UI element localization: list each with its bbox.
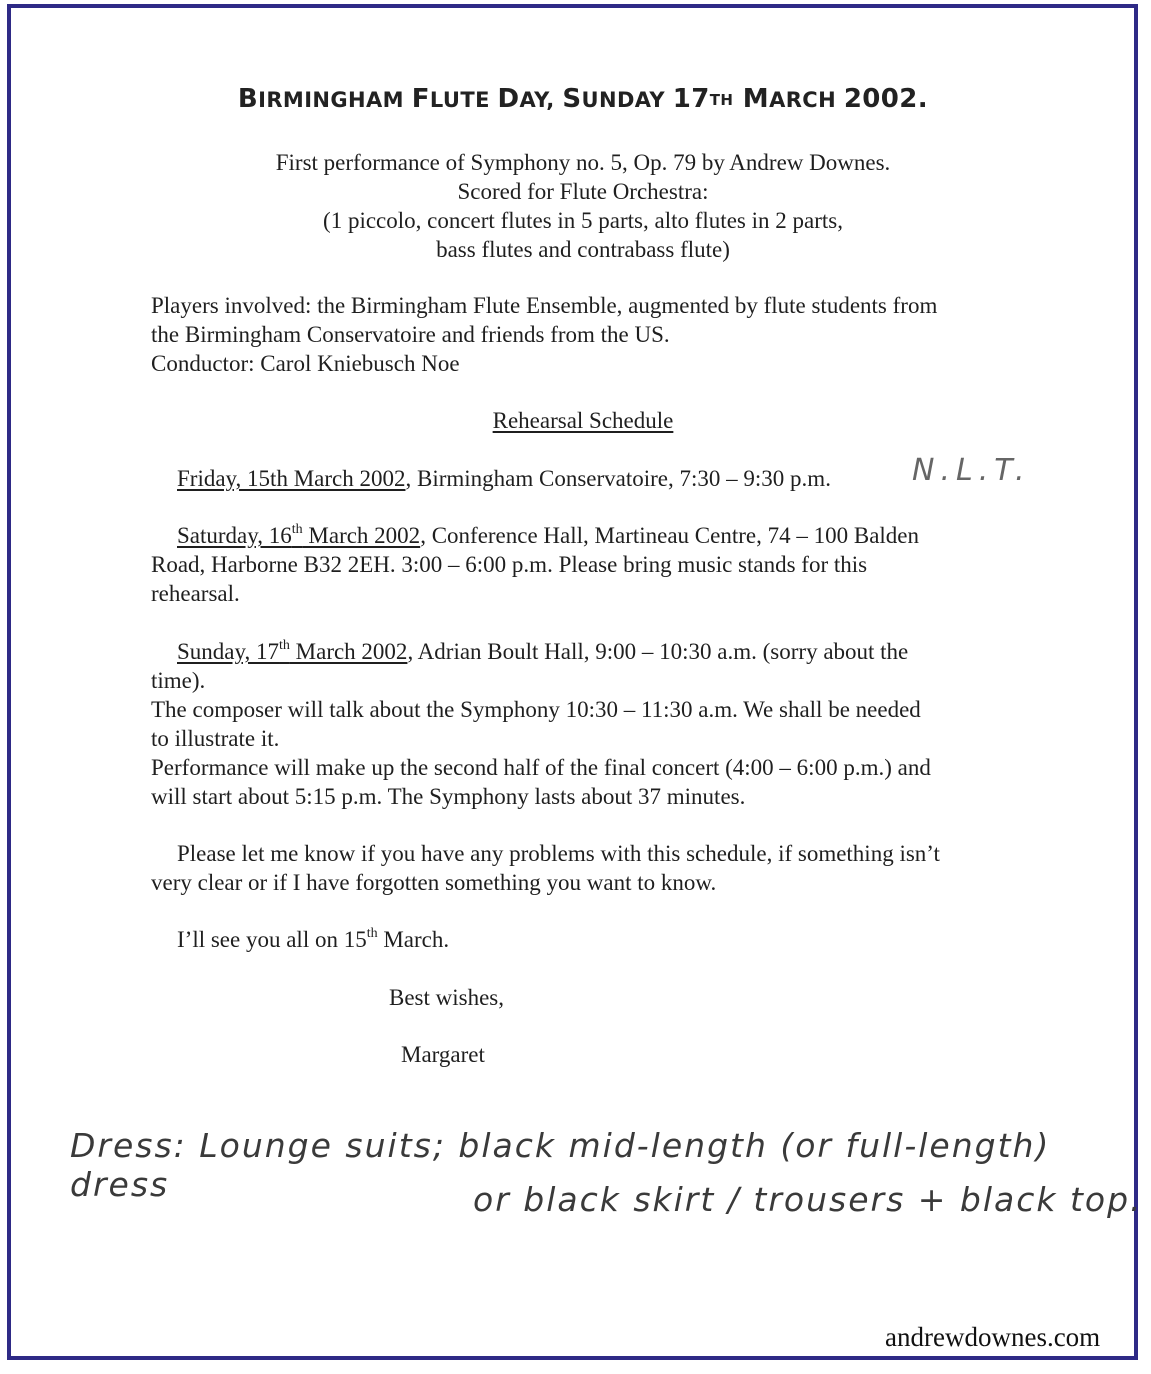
friday-detail: , Birmingham Conservatoire, 7:30 – 9:30 p.m. [405,466,831,491]
title-part: 2002. [843,84,929,114]
sunday-date-sup: th [279,638,290,654]
closing-paragraph [151,839,940,897]
saturday-date-part: Saturday, 16 [177,523,292,548]
saturday-line: Road, Harborne B32 2EH. 3:00 – 6:00 p.m. Please bring music stands for this [151,552,868,577]
conductor-line: Conductor: Carol Kniebusch Noe [151,351,460,376]
players-line: the Birmingham Conservatoire and friends from the US. [151,322,670,347]
closing-line: Please let me know if you have any problems with this schedule, if something isn’t [177,841,940,866]
intro-line: bass flutes and contrabass flute) [436,237,730,262]
saturday-date [177,523,420,548]
players-block [151,291,937,378]
intro-block [0,148,1151,264]
saturday-detail: , Conference Hall, Martineau Centre, 74 – 100 Balden [420,523,919,548]
intro-line: First performance of Symphony no. 5, Op. 79 by Andrew Downes. [275,150,891,175]
best-wishes: Best wishes, [389,985,504,1010]
title-part: B [237,84,259,114]
sunday-line: time). [151,668,206,693]
saturday-date-part: March 2002 [302,523,421,548]
title-part: S [562,84,582,114]
sunday-entry [151,637,931,811]
saturday-entry [151,521,919,608]
footer-website: andrewdownes.com [885,1322,1101,1352]
title-part: AY, [519,88,563,112]
intro-line: (1 piccolo, concert flutes in 5 parts, alto flutes in 2 parts, [323,208,843,233]
players-line: Players involved: the Birmingham Flute Ensemble, augmented by flute students from [151,293,938,318]
sunday-date-part: Sunday, 17 [177,639,280,664]
title-part: D [497,84,520,114]
friday-entry [177,464,831,493]
saturday-date-sup: th [291,522,303,538]
see-you-part: March. [377,927,450,952]
sunday-line: The composer will talk about the Symphony 10:30 – 11:30 a.m. We shall be needed [151,697,921,722]
handwritten-note: N.L.T. [912,453,1031,488]
sunday-detail: , Adrian Boult Hall, 9:00 – 10:30 a.m. (sorry about the [407,639,909,664]
schedule-heading [0,406,1151,435]
sunday-date [177,639,407,664]
title-part: F [411,84,430,114]
schedule-heading-text: Rehearsal Schedule [492,408,674,433]
handwritten-dress-line: Dress: Lounge suits; black mid-length (or full-length) dress [70,1126,1051,1204]
title-part: IRMINGHAM [258,88,412,112]
title-part: LUTE [429,88,498,112]
saturday-line: rehearsal. [151,581,240,606]
see-you-line [177,925,449,954]
title-part: TH [709,91,734,109]
sunday-line: will start about 5:15 p.m. The Symphony lasts about 37 minutes. [151,784,746,809]
closing-line: very clear or if I have forgotten something you want to know. [151,870,717,895]
title-part: ARCH [769,88,844,112]
intro-line: Scored for Flute Orchestra: [457,179,709,204]
see-you-part: I’ll see you all on 15 [177,927,367,952]
signature-name: Margaret [401,1042,485,1067]
title-part: M [733,84,770,114]
see-you-sup: th [366,926,378,942]
sunday-date-part: March 2002 [289,639,408,664]
sunday-line: to illustrate it. [151,726,280,751]
document-title [0,84,1151,114]
title-part: 17 [672,84,710,114]
handwritten-dress-line: or black skirt / trousers + black top. [473,1180,1143,1219]
friday-date: Friday, 15th March 2002 [177,466,406,491]
title-part: UNDAY [581,88,673,112]
sunday-line: Performance will make up the second half of the final concert (4:00 – 6:00 p.m.) and [151,755,931,780]
